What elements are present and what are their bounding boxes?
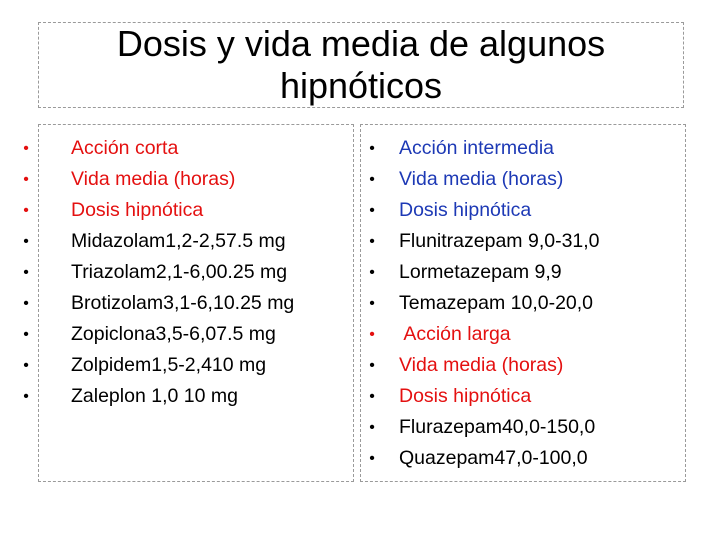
list-item bbox=[361, 226, 685, 257]
right-bullet-list bbox=[361, 125, 685, 474]
list-item bbox=[361, 195, 685, 226]
right-column bbox=[360, 124, 686, 482]
list-item-text: Temazepam 10,0-20,0 bbox=[399, 292, 594, 314]
bullet-icon: • bbox=[369, 171, 375, 188]
list-item-text: Triazolam2,1-6,00.25 mg bbox=[71, 261, 288, 283]
bullet-icon: • bbox=[23, 140, 29, 157]
list-item-text: Dosis hipnótica bbox=[399, 199, 532, 221]
bullet-icon: • bbox=[23, 357, 29, 374]
list-item-text: Vida media (horas) bbox=[399, 354, 564, 376]
list-item bbox=[23, 133, 353, 164]
list-item bbox=[361, 319, 685, 350]
bullet-icon: • bbox=[369, 388, 375, 405]
bullet-icon: • bbox=[23, 264, 29, 281]
list-item bbox=[23, 381, 353, 412]
list-item bbox=[23, 195, 353, 226]
bullet-icon: • bbox=[369, 326, 375, 343]
list-item bbox=[361, 257, 685, 288]
list-item bbox=[361, 133, 685, 164]
list-item-text: Dosis hipnótica bbox=[71, 199, 204, 221]
bullet-icon: • bbox=[23, 233, 29, 250]
bullet-icon: • bbox=[23, 202, 29, 219]
list-item bbox=[23, 350, 353, 381]
bullet-icon: • bbox=[369, 450, 375, 467]
list-item bbox=[361, 443, 685, 474]
list-item-text: Zolpidem1,5-2,410 mg bbox=[71, 354, 267, 376]
bullet-icon: • bbox=[369, 357, 375, 374]
bullet-icon: • bbox=[23, 295, 29, 312]
list-item bbox=[23, 164, 353, 195]
title-box bbox=[38, 22, 684, 108]
list-item bbox=[23, 319, 353, 350]
list-item bbox=[361, 164, 685, 195]
list-item-text: Zopiclona3,5-6,07.5 mg bbox=[71, 323, 276, 345]
list-item-text: Lormetazepam 9,9 bbox=[399, 261, 562, 283]
slide-title: Dosis y vida media de algunos hipnóticos bbox=[116, 23, 606, 106]
list-item bbox=[361, 381, 685, 412]
left-column bbox=[23, 124, 354, 482]
list-item-text: Brotizolam3,1-6,10.25 mg bbox=[71, 292, 295, 314]
list-item bbox=[361, 412, 685, 443]
list-item-text: Flunitrazepam 9,0-31,0 bbox=[399, 230, 600, 252]
left-bullet-list bbox=[23, 125, 353, 412]
list-item bbox=[23, 288, 353, 319]
list-item-text: Midazolam1,2-2,57.5 mg bbox=[71, 230, 286, 252]
bullet-icon: • bbox=[369, 140, 375, 157]
list-item-text: Zaleplon 1,0 10 mg bbox=[71, 385, 238, 407]
bullet-icon: • bbox=[369, 202, 375, 219]
list-item-text: Flurazepam40,0-150,0 bbox=[399, 416, 596, 438]
list-item bbox=[361, 288, 685, 319]
bullet-icon: • bbox=[23, 388, 29, 405]
bullet-icon: • bbox=[23, 326, 29, 343]
bullet-icon: • bbox=[369, 419, 375, 436]
bullet-icon: • bbox=[23, 171, 29, 188]
list-item bbox=[23, 226, 353, 257]
list-item-text: Vida media (horas) bbox=[399, 168, 564, 190]
bullet-icon: • bbox=[369, 233, 375, 250]
list-item bbox=[23, 257, 353, 288]
list-item-text: Acción intermedia bbox=[399, 137, 554, 159]
list-item-text: Vida media (horas) bbox=[71, 168, 236, 190]
list-item-text: Acción larga bbox=[399, 323, 511, 345]
list-item-text: Dosis hipnótica bbox=[399, 385, 532, 407]
list-item bbox=[361, 350, 685, 381]
list-item-text: Quazepam47,0-100,0 bbox=[399, 447, 588, 469]
bullet-icon: • bbox=[369, 264, 375, 281]
bullet-icon: • bbox=[369, 295, 375, 312]
list-item-text: Acción corta bbox=[71, 137, 179, 159]
